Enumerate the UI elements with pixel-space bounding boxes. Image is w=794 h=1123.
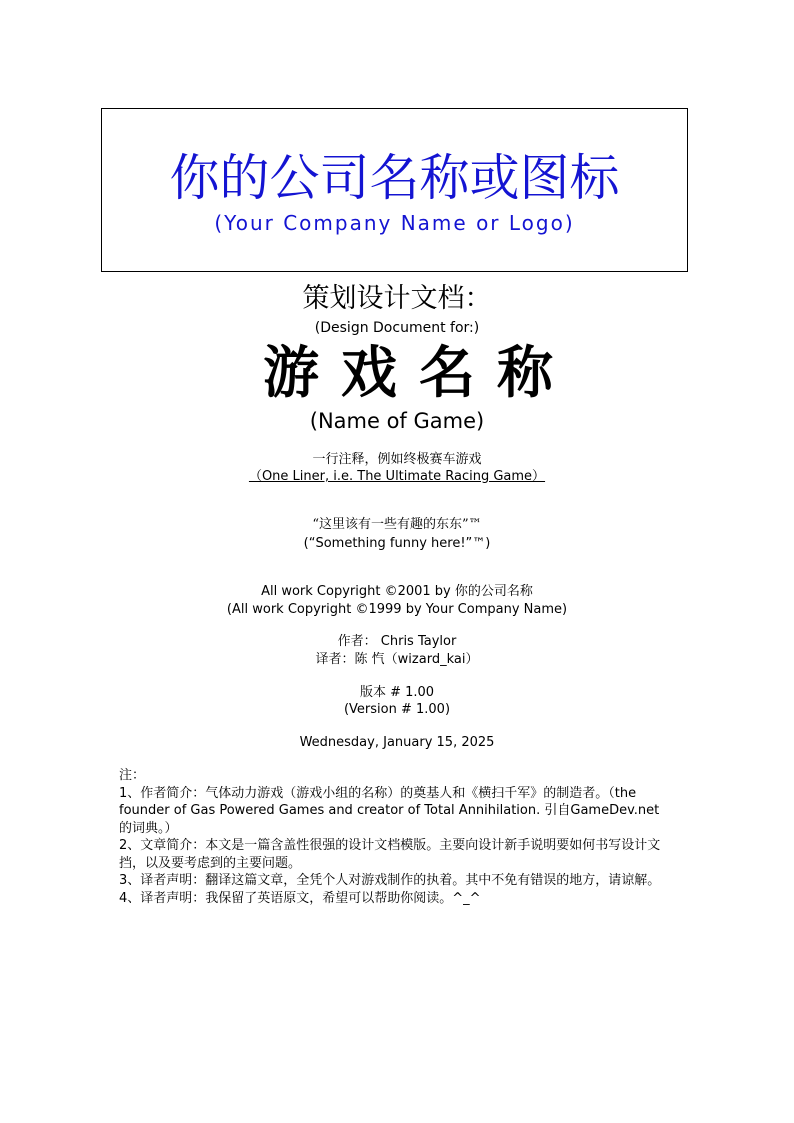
- company-name-en: (Your Company Name or Logo): [214, 211, 575, 235]
- author-credit: 作者： Chris Taylor: [337, 634, 457, 649]
- funny-line-en: (“Something funny here!”™): [303, 536, 491, 551]
- note-item: 4、译者声明：我保留了英语原文，希望可以帮助你阅读。^_^: [119, 890, 481, 906]
- copyright-line-1: All work Copyright ©2001 by 你的公司名称: [261, 584, 533, 599]
- note-item: 1、作者简介：气体动力游戏（游戏小组的名称）的奠基人和《横扫千军》的制造者。（the founder of Gas Powered Games and creator of Total Annihilation. 引自GameDev.net 的词典。）: [119, 785, 660, 836]
- design-document-title-cn: 策划设计文档：: [302, 283, 492, 314]
- company-logo-box: [101, 108, 688, 272]
- one-liner-en-text: （One Liner, i.e. The Ultimate Racing Game）: [248, 469, 546, 484]
- note-item: 2、文章简介：本文是一篇含盖性很强的设计文档模版。主要向设计新手说明要如何书写设计文挡，以及要考虑到的主要问题。: [119, 838, 661, 871]
- one-liner-en: [0, 468, 794, 486]
- notes-heading: 注：: [119, 768, 146, 783]
- translator-credit: 译者：陈 忾（wizard_kai）: [315, 652, 479, 667]
- design-document-title-en: (Design Document for:): [314, 320, 480, 336]
- company-name-cn: 你的公司名称或图标: [169, 149, 620, 207]
- funny-line-cn: “这里该有一些有趣的东东”™: [312, 517, 482, 532]
- document-date: Wednesday, January 15, 2025: [299, 735, 495, 750]
- version-cn: 版本 # 1.00: [359, 685, 435, 700]
- game-name-cn: 游戏名称: [263, 340, 575, 406]
- game-name-en: (Name of Game): [309, 409, 485, 433]
- copyright-line-2: (All work Copyright ©1999 by Your Company Name): [226, 602, 568, 617]
- notes-section: [119, 767, 669, 907]
- note-item: 3、译者声明：翻译这篇文章，全凭个人对游戏制作的执着。其中不免有错误的地方，请谅解。: [119, 873, 661, 888]
- one-liner-cn: 一行注释，例如终极赛车游戏: [312, 452, 482, 467]
- version-en: (Version # 1.00): [343, 702, 451, 717]
